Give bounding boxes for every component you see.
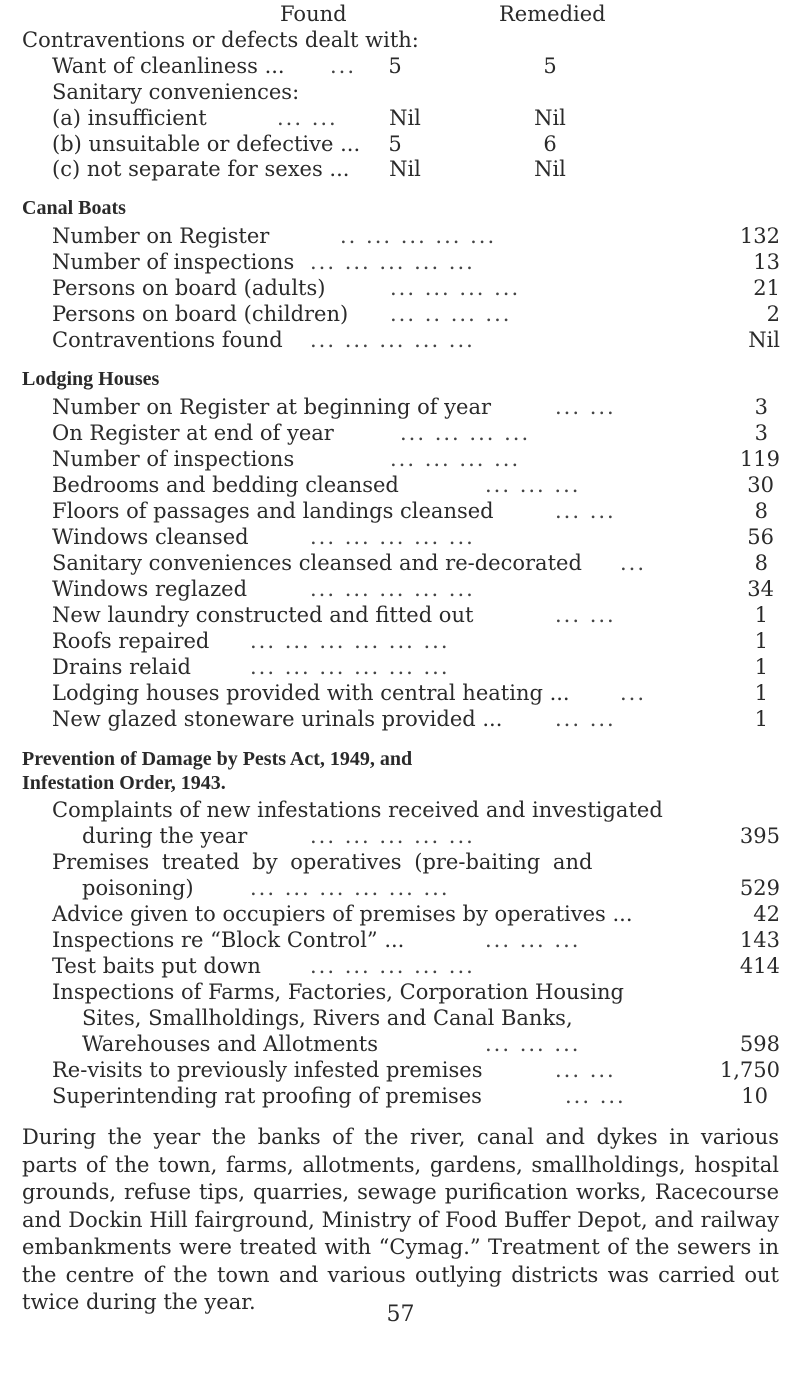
row-value: 1 bbox=[754, 655, 768, 679]
row-value: 119 bbox=[739, 447, 780, 471]
row-label: Sanitary conveniences cleansed and re-decorated bbox=[52, 551, 582, 575]
leader-dots: ... ... bbox=[555, 1058, 616, 1082]
leader-dots: ... ... ... ... ... bbox=[310, 824, 475, 848]
found-value: Nil bbox=[389, 106, 421, 130]
row-value: 34 bbox=[747, 577, 774, 601]
row-label: Advice given to occupiers of premises by operatives ... bbox=[52, 902, 633, 926]
leader-dots: ... ... ... bbox=[485, 473, 581, 497]
leader-dots: ... ... bbox=[555, 707, 616, 731]
row-label: (a) insufficient bbox=[52, 106, 207, 130]
column-header-remedied: Remedied bbox=[499, 2, 606, 26]
row-value: 1 bbox=[754, 629, 768, 653]
row-label: (b) unsuitable or defective ... bbox=[52, 132, 361, 156]
row-value: 42 bbox=[753, 902, 780, 926]
row-label: Inspections re “Block Control” ... bbox=[52, 928, 405, 952]
row-value: 13 bbox=[753, 250, 780, 274]
row-value: 1 bbox=[754, 707, 768, 731]
row-value: Nil bbox=[748, 328, 780, 352]
row-label: Complaints of new infestations received and investigated bbox=[52, 798, 663, 822]
row-label: Inspections of Farms, Factories, Corporation Housing bbox=[52, 980, 624, 1004]
leader-dots: ... ... ... ... ... bbox=[310, 954, 475, 978]
leader-dots: ... ... ... bbox=[485, 928, 581, 952]
found-value: 5 bbox=[388, 132, 402, 156]
row-label: Want of cleanliness ... bbox=[52, 54, 285, 78]
row-label: Re-visits to previously infested premises bbox=[52, 1058, 483, 1082]
row-value: 8 bbox=[754, 499, 768, 523]
row-label: Number on Register bbox=[52, 224, 270, 248]
leader-dots: ... .. ... ... bbox=[390, 302, 512, 326]
section-title-pests-line-1: Prevention of Damage by Pests Act, 1949, and bbox=[22, 748, 413, 770]
leader-dots: ... ... ... ... ... bbox=[310, 525, 475, 549]
leader-dots: ... ... bbox=[555, 395, 616, 419]
page-number: 57 bbox=[386, 1302, 415, 1327]
leader-dots: ... ... ... bbox=[485, 1032, 581, 1056]
row-label: Premises treated by operatives (pre-baiting and bbox=[52, 850, 593, 874]
row-label: On Register at end of year bbox=[52, 421, 334, 445]
leader-dots: ... bbox=[620, 681, 647, 705]
leader-dots: ... ... bbox=[555, 499, 616, 523]
row-label: Superintending rat proofing of premises bbox=[52, 1084, 482, 1108]
leader-dots: ... ... bbox=[555, 603, 616, 627]
leader-dots: .. ... ... ... ... bbox=[340, 224, 497, 248]
row-label: Roofs repaired bbox=[52, 629, 210, 653]
row-value: 132 bbox=[739, 224, 780, 248]
row-label: Test baits put down bbox=[52, 954, 261, 978]
row-label: Lodging houses provided with central heating ... bbox=[52, 681, 570, 705]
row-value: 21 bbox=[753, 276, 780, 300]
leader-dots: ... ... ... ... ... ... bbox=[250, 629, 450, 653]
row-label: Floors of passages and landings cleansed bbox=[52, 499, 494, 523]
contraventions-heading: Contraventions or defects dealt with: bbox=[22, 28, 419, 52]
row-value: 8 bbox=[754, 551, 768, 575]
row-value: 1 bbox=[754, 681, 768, 705]
found-value: Nil bbox=[389, 157, 421, 181]
remedied-value: Nil bbox=[534, 157, 566, 181]
row-value: 10 bbox=[741, 1084, 768, 1108]
row-label: Drains relaid bbox=[52, 655, 191, 679]
body-paragraph: During the year the banks of the river, canal and dykes in various parts of the town, farms, allotments, gardens, smallholdings, hospital grounds, refuse tips, quarries, sewage purification works, Racecourse and Dockin Hill fairground, Ministry of Food Buffer Depot, and railway embankments were treated with “Cymag.” Treatment of the sewers in the centre of the town and various outlying districts was carried out twice during the year. bbox=[22, 1125, 779, 1314]
row-value: 1,750 bbox=[719, 1058, 780, 1082]
leader-dots: ... ... ... ... bbox=[390, 447, 521, 471]
section-title-pests-line-2: Infestation Order, 1943. bbox=[22, 772, 226, 794]
remedied-value: 6 bbox=[543, 132, 557, 156]
row-label: Number of inspections bbox=[52, 447, 295, 471]
section-title-canal-boats: Canal Boats bbox=[22, 197, 126, 219]
row-value: 3 bbox=[754, 421, 768, 445]
leader-dots: ... ... ... ... bbox=[390, 276, 521, 300]
leader-dots: ... ... bbox=[277, 106, 338, 130]
section-title-lodging-houses: Lodging Houses bbox=[22, 368, 160, 390]
row-label: Windows reglazed bbox=[52, 577, 248, 601]
remedied-value: Nil bbox=[534, 106, 566, 130]
leader-dots: ... ... ... ... bbox=[400, 421, 531, 445]
row-value: 30 bbox=[747, 473, 774, 497]
leader-dots: ... ... ... ... ... ... bbox=[250, 655, 450, 679]
row-label: (c) not separate for sexes ... bbox=[52, 157, 350, 181]
row-value: 598 bbox=[739, 1032, 780, 1056]
row-label: Bedrooms and bedding cleansed bbox=[52, 473, 399, 497]
leader-dots: ... bbox=[330, 54, 357, 78]
row-label: Sanitary conveniences: bbox=[52, 80, 300, 104]
row-label: New glazed stoneware urinals provided ... bbox=[52, 707, 503, 731]
row-label: Persons on board (children) bbox=[52, 302, 349, 326]
row-label: New laundry constructed and fitted out bbox=[52, 603, 474, 627]
row-label: Number of inspections bbox=[52, 250, 295, 274]
row-value: 414 bbox=[739, 954, 780, 978]
row-label: Number on Register at beginning of year bbox=[52, 395, 492, 419]
row-label: during the year bbox=[82, 824, 248, 848]
leader-dots: ... ... ... ... ... bbox=[310, 577, 475, 601]
row-label: Sites, Smallholdings, Rivers and Canal Banks, bbox=[82, 1006, 573, 1030]
row-value: 395 bbox=[739, 824, 780, 848]
row-value: 1 bbox=[754, 603, 768, 627]
row-label: Warehouses and Allotments bbox=[82, 1032, 379, 1056]
column-header-found: Found bbox=[280, 2, 347, 26]
row-value: 3 bbox=[754, 395, 768, 419]
leader-dots: ... bbox=[620, 551, 647, 575]
row-label: poisoning) bbox=[82, 876, 194, 900]
row-value: 143 bbox=[739, 928, 780, 952]
leader-dots: ... ... bbox=[565, 1084, 626, 1108]
leader-dots: ... ... ... ... ... ... bbox=[250, 876, 450, 900]
found-value: 5 bbox=[388, 54, 402, 78]
row-value: 2 bbox=[766, 302, 780, 326]
row-label: Contraventions found bbox=[52, 328, 283, 352]
row-label: Persons on board (adults) bbox=[52, 276, 326, 300]
row-value: 56 bbox=[747, 525, 774, 549]
leader-dots: ... ... ... ... ... bbox=[310, 328, 475, 352]
leader-dots: ... ... ... ... ... bbox=[310, 250, 475, 274]
row-label: Windows cleansed bbox=[52, 525, 249, 549]
remedied-value: 5 bbox=[543, 54, 557, 78]
row-value: 529 bbox=[739, 876, 780, 900]
